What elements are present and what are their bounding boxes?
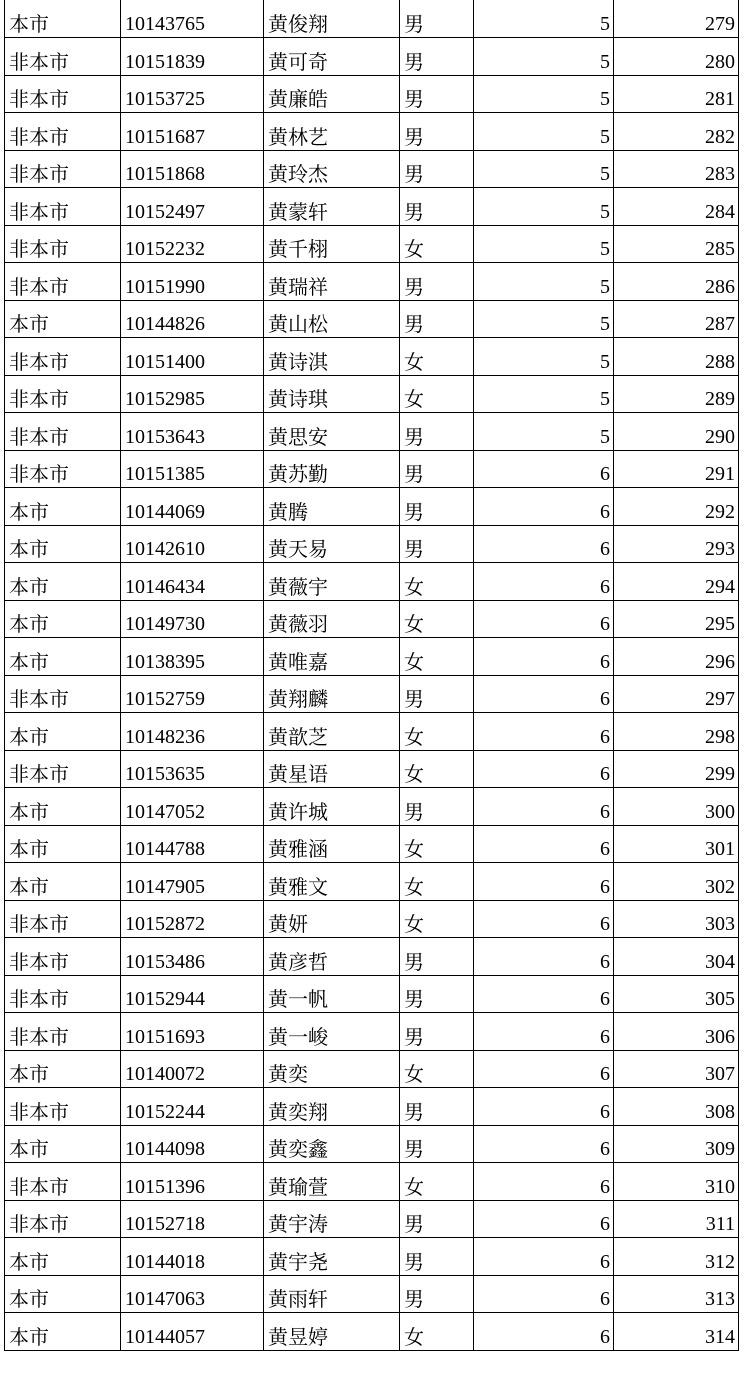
grade-cell: 6: [474, 1013, 614, 1051]
number-cell: 310: [614, 1163, 739, 1201]
number-cell: 304: [614, 938, 739, 976]
name-cell: 黄诗淇: [264, 338, 400, 376]
id-cell: 10144098: [121, 1125, 264, 1163]
name-cell: 黄雅涵: [264, 825, 400, 863]
name-cell: 黄林艺: [264, 113, 400, 151]
id-cell: 10151396: [121, 1163, 264, 1201]
table-row: [5, 563, 739, 601]
table-row: [5, 113, 739, 151]
gender-cell: 女: [400, 600, 474, 638]
number-cell: 287: [614, 300, 739, 338]
gender-cell: 男: [400, 975, 474, 1013]
grade-cell: 5: [474, 75, 614, 113]
number-cell: 296: [614, 638, 739, 676]
area-cell: 本市: [5, 525, 121, 563]
name-cell: 黄昱婷: [264, 1313, 400, 1351]
gender-cell: 男: [400, 263, 474, 301]
name-cell: 黄思安: [264, 413, 400, 451]
roster-table-body: [5, 0, 739, 1350]
number-cell: 300: [614, 788, 739, 826]
table-row: [5, 1238, 739, 1276]
gender-cell: 女: [400, 900, 474, 938]
number-cell: 303: [614, 900, 739, 938]
id-cell: 10151693: [121, 1013, 264, 1051]
number-cell: 301: [614, 825, 739, 863]
table-row: [5, 338, 739, 376]
grade-cell: 5: [474, 38, 614, 76]
grade-cell: 6: [474, 750, 614, 788]
gender-cell: 男: [400, 188, 474, 226]
gender-cell: 女: [400, 750, 474, 788]
area-cell: 本市: [5, 825, 121, 863]
name-cell: 黄廉皓: [264, 75, 400, 113]
grade-cell: 6: [474, 1238, 614, 1276]
id-cell: 10151868: [121, 150, 264, 188]
id-cell: 10152232: [121, 225, 264, 263]
id-cell: 10146434: [121, 563, 264, 601]
table-row: [5, 263, 739, 301]
gender-cell: 男: [400, 1013, 474, 1051]
area-cell: 非本市: [5, 413, 121, 451]
area-cell: 本市: [5, 1313, 121, 1351]
gender-cell: 男: [400, 38, 474, 76]
gender-cell: 女: [400, 713, 474, 751]
area-cell: 本市: [5, 788, 121, 826]
name-cell: 黄一峻: [264, 1013, 400, 1051]
grade-cell: 6: [474, 825, 614, 863]
table-row: [5, 975, 739, 1013]
id-cell: 10152944: [121, 975, 264, 1013]
table-row: [5, 1313, 739, 1351]
id-cell: 10142610: [121, 525, 264, 563]
gender-cell: 女: [400, 1163, 474, 1201]
id-cell: 10152718: [121, 1200, 264, 1238]
grade-cell: 5: [474, 225, 614, 263]
number-cell: 284: [614, 188, 739, 226]
table-row: [5, 638, 739, 676]
table-row: [5, 1125, 739, 1163]
number-cell: 285: [614, 225, 739, 263]
area-cell: 非本市: [5, 1200, 121, 1238]
gender-cell: 男: [400, 1125, 474, 1163]
name-cell: 黄蒙轩: [264, 188, 400, 226]
id-cell: 10147063: [121, 1275, 264, 1313]
name-cell: 黄雨轩: [264, 1275, 400, 1313]
id-cell: 10144826: [121, 300, 264, 338]
area-cell: 非本市: [5, 900, 121, 938]
number-cell: 309: [614, 1125, 739, 1163]
table-row: [5, 413, 739, 451]
id-cell: 10151839: [121, 38, 264, 76]
name-cell: 黄宇尧: [264, 1238, 400, 1276]
number-cell: 286: [614, 263, 739, 301]
id-cell: 10153486: [121, 938, 264, 976]
grade-cell: 5: [474, 113, 614, 151]
grade-cell: 6: [474, 1088, 614, 1126]
grade-cell: 6: [474, 563, 614, 601]
id-cell: 10147052: [121, 788, 264, 826]
grade-cell: 5: [474, 188, 614, 226]
number-cell: 292: [614, 488, 739, 526]
grade-cell: 5: [474, 150, 614, 188]
gender-cell: 男: [400, 1088, 474, 1126]
name-cell: 黄可奇: [264, 38, 400, 76]
number-cell: 313: [614, 1275, 739, 1313]
name-cell: 黄瑜萱: [264, 1163, 400, 1201]
grade-cell: 6: [474, 788, 614, 826]
area-cell: 非本市: [5, 150, 121, 188]
number-cell: 302: [614, 863, 739, 901]
number-cell: 307: [614, 1050, 739, 1088]
gender-cell: 男: [400, 413, 474, 451]
gender-cell: 男: [400, 488, 474, 526]
name-cell: 黄宇涛: [264, 1200, 400, 1238]
name-cell: 黄俊翔: [264, 0, 400, 38]
id-cell: 10140072: [121, 1050, 264, 1088]
table-row: [5, 1275, 739, 1313]
area-cell: 本市: [5, 300, 121, 338]
area-cell: 本市: [5, 1275, 121, 1313]
id-cell: 10152872: [121, 900, 264, 938]
table-row: [5, 525, 739, 563]
table-row: [5, 1200, 739, 1238]
name-cell: 黄苏勤: [264, 450, 400, 488]
gender-cell: 女: [400, 863, 474, 901]
table-row: [5, 150, 739, 188]
grade-cell: 6: [474, 713, 614, 751]
name-cell: 黄千栩: [264, 225, 400, 263]
area-cell: 非本市: [5, 75, 121, 113]
id-cell: 10148236: [121, 713, 264, 751]
id-cell: 10152985: [121, 375, 264, 413]
grade-cell: 6: [474, 600, 614, 638]
gender-cell: 女: [400, 1050, 474, 1088]
id-cell: 10151687: [121, 113, 264, 151]
grade-cell: 6: [474, 900, 614, 938]
grade-cell: 6: [474, 1125, 614, 1163]
area-cell: 非本市: [5, 263, 121, 301]
grade-cell: 6: [474, 488, 614, 526]
gender-cell: 男: [400, 1275, 474, 1313]
area-cell: 非本市: [5, 113, 121, 151]
number-cell: 288: [614, 338, 739, 376]
table-row: [5, 825, 739, 863]
name-cell: 黄诗琪: [264, 375, 400, 413]
number-cell: 290: [614, 413, 739, 451]
grade-cell: 5: [474, 338, 614, 376]
table-row: [5, 1013, 739, 1051]
grade-cell: 6: [474, 1200, 614, 1238]
gender-cell: 男: [400, 150, 474, 188]
area-cell: 非本市: [5, 375, 121, 413]
id-cell: 10153635: [121, 750, 264, 788]
name-cell: 黄奕翔: [264, 1088, 400, 1126]
number-cell: 280: [614, 38, 739, 76]
name-cell: 黄薇宇: [264, 563, 400, 601]
gender-cell: 男: [400, 788, 474, 826]
area-cell: 非本市: [5, 1088, 121, 1126]
number-cell: 299: [614, 750, 739, 788]
name-cell: 黄玲杰: [264, 150, 400, 188]
table-row: [5, 38, 739, 76]
number-cell: 308: [614, 1088, 739, 1126]
table-row: [5, 788, 739, 826]
grade-cell: 6: [474, 525, 614, 563]
number-cell: 279: [614, 0, 739, 38]
area-cell: 本市: [5, 863, 121, 901]
area-cell: 本市: [5, 600, 121, 638]
gender-cell: 男: [400, 1238, 474, 1276]
number-cell: 314: [614, 1313, 739, 1351]
area-cell: 非本市: [5, 188, 121, 226]
table-row: [5, 863, 739, 901]
id-cell: 10144057: [121, 1313, 264, 1351]
area-cell: 本市: [5, 0, 121, 38]
table-row: [5, 750, 739, 788]
grade-cell: 6: [474, 938, 614, 976]
grade-cell: 5: [474, 263, 614, 301]
name-cell: 黄瑞祥: [264, 263, 400, 301]
grade-cell: 6: [474, 675, 614, 713]
id-cell: 10143765: [121, 0, 264, 38]
name-cell: 黄唯嘉: [264, 638, 400, 676]
table-row: [5, 450, 739, 488]
number-cell: 293: [614, 525, 739, 563]
roster-table: [4, 0, 739, 1351]
name-cell: 黄天易: [264, 525, 400, 563]
table-row: [5, 1163, 739, 1201]
id-cell: 10152759: [121, 675, 264, 713]
grade-cell: 5: [474, 413, 614, 451]
id-cell: 10153725: [121, 75, 264, 113]
table-row: [5, 300, 739, 338]
number-cell: 282: [614, 113, 739, 151]
table-row: [5, 713, 739, 751]
number-cell: 283: [614, 150, 739, 188]
id-cell: 10144018: [121, 1238, 264, 1276]
gender-cell: 女: [400, 825, 474, 863]
grade-cell: 5: [474, 375, 614, 413]
name-cell: 黄奕: [264, 1050, 400, 1088]
area-cell: 非本市: [5, 450, 121, 488]
id-cell: 10149730: [121, 600, 264, 638]
area-cell: 非本市: [5, 938, 121, 976]
gender-cell: 男: [400, 938, 474, 976]
grade-cell: 6: [474, 1050, 614, 1088]
gender-cell: 男: [400, 450, 474, 488]
grade-cell: 6: [474, 638, 614, 676]
number-cell: 298: [614, 713, 739, 751]
table-row: [5, 675, 739, 713]
gender-cell: 男: [400, 1200, 474, 1238]
gender-cell: 男: [400, 0, 474, 38]
area-cell: 本市: [5, 713, 121, 751]
number-cell: 295: [614, 600, 739, 638]
id-cell: 10152244: [121, 1088, 264, 1126]
name-cell: 黄薇羽: [264, 600, 400, 638]
gender-cell: 男: [400, 113, 474, 151]
name-cell: 黄雅文: [264, 863, 400, 901]
id-cell: 10147905: [121, 863, 264, 901]
gender-cell: 男: [400, 525, 474, 563]
number-cell: 311: [614, 1200, 739, 1238]
grade-cell: 6: [474, 1163, 614, 1201]
table-row: [5, 0, 739, 38]
grade-cell: 6: [474, 975, 614, 1013]
number-cell: 297: [614, 675, 739, 713]
table-row: [5, 938, 739, 976]
name-cell: 黄星语: [264, 750, 400, 788]
area-cell: 本市: [5, 1125, 121, 1163]
gender-cell: 女: [400, 338, 474, 376]
number-cell: 281: [614, 75, 739, 113]
area-cell: 本市: [5, 1050, 121, 1088]
table-row: [5, 1050, 739, 1088]
area-cell: 非本市: [5, 975, 121, 1013]
gender-cell: 女: [400, 638, 474, 676]
grade-cell: 6: [474, 863, 614, 901]
table-row: [5, 188, 739, 226]
name-cell: 黄奕鑫: [264, 1125, 400, 1163]
area-cell: 非本市: [5, 1163, 121, 1201]
gender-cell: 女: [400, 563, 474, 601]
name-cell: 黄彦哲: [264, 938, 400, 976]
id-cell: 10152497: [121, 188, 264, 226]
area-cell: 非本市: [5, 38, 121, 76]
gender-cell: 男: [400, 75, 474, 113]
area-cell: 非本市: [5, 1013, 121, 1051]
gender-cell: 女: [400, 225, 474, 263]
grade-cell: 5: [474, 0, 614, 38]
number-cell: 294: [614, 563, 739, 601]
table-row: [5, 375, 739, 413]
table-row: [5, 600, 739, 638]
id-cell: 10138395: [121, 638, 264, 676]
area-cell: 本市: [5, 488, 121, 526]
table-row: [5, 75, 739, 113]
number-cell: 289: [614, 375, 739, 413]
table-row: [5, 225, 739, 263]
gender-cell: 女: [400, 1313, 474, 1351]
number-cell: 291: [614, 450, 739, 488]
id-cell: 10151990: [121, 263, 264, 301]
grade-cell: 6: [474, 450, 614, 488]
name-cell: 黄翔麟: [264, 675, 400, 713]
table-row: [5, 488, 739, 526]
area-cell: 本市: [5, 1238, 121, 1276]
table-row: [5, 1088, 739, 1126]
name-cell: 黄歆芝: [264, 713, 400, 751]
gender-cell: 男: [400, 675, 474, 713]
id-cell: 10153643: [121, 413, 264, 451]
table-row: [5, 900, 739, 938]
gender-cell: 男: [400, 300, 474, 338]
area-cell: 非本市: [5, 675, 121, 713]
area-cell: 非本市: [5, 225, 121, 263]
grade-cell: 6: [474, 1313, 614, 1351]
area-cell: 本市: [5, 563, 121, 601]
area-cell: 非本市: [5, 750, 121, 788]
gender-cell: 女: [400, 375, 474, 413]
name-cell: 黄妍: [264, 900, 400, 938]
name-cell: 黄许城: [264, 788, 400, 826]
number-cell: 306: [614, 1013, 739, 1051]
number-cell: 312: [614, 1238, 739, 1276]
name-cell: 黄一帆: [264, 975, 400, 1013]
number-cell: 305: [614, 975, 739, 1013]
grade-cell: 5: [474, 300, 614, 338]
id-cell: 10144069: [121, 488, 264, 526]
name-cell: 黄山松: [264, 300, 400, 338]
id-cell: 10144788: [121, 825, 264, 863]
grade-cell: 6: [474, 1275, 614, 1313]
name-cell: 黄腾: [264, 488, 400, 526]
area-cell: 非本市: [5, 338, 121, 376]
area-cell: 本市: [5, 638, 121, 676]
id-cell: 10151400: [121, 338, 264, 376]
id-cell: 10151385: [121, 450, 264, 488]
